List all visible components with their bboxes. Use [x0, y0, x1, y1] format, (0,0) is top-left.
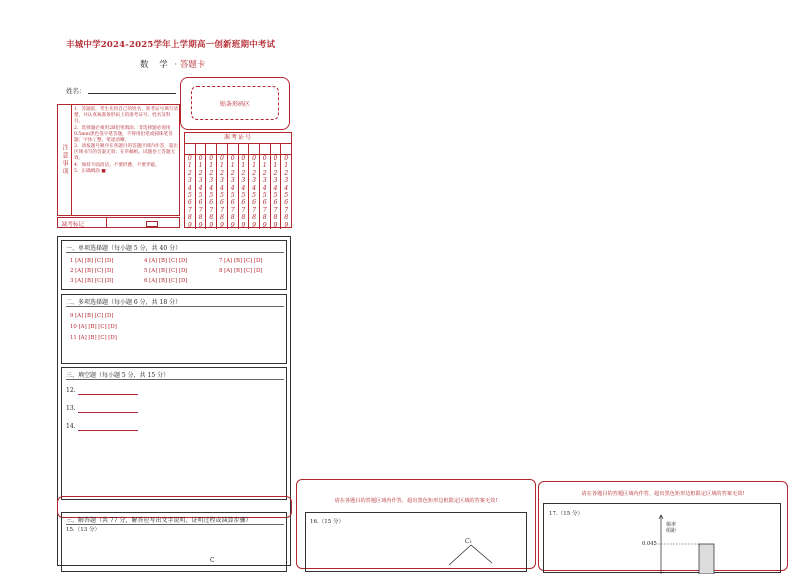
question-15-label: 15.（13 分）: [66, 527, 100, 533]
y-label-top: 频率: [666, 522, 677, 528]
admission-blank-cell[interactable]: [239, 144, 250, 154]
admission-digit-bubble[interactable]: 9: [187, 221, 192, 229]
admission-digit-bubble[interactable]: 8: [252, 214, 257, 222]
admission-digit-bubble[interactable]: 2: [209, 169, 214, 177]
fill-blank-section: [61, 367, 287, 500]
choice-row[interactable]: 3 [A] [B] [C] [D]: [70, 278, 114, 284]
fill-blank-line[interactable]: [78, 394, 138, 395]
fill-blank-number: 14.: [66, 423, 76, 430]
single-choice-title: 一、单项选择题（每小题 5 分，共 40 分）: [66, 243, 181, 252]
admission-digit-bubble[interactable]: 4: [198, 184, 203, 192]
admission-digit-bubble[interactable]: 6: [262, 199, 267, 207]
subtitle-dot: ·: [174, 60, 178, 70]
admission-digit-column: [249, 155, 260, 229]
admission-digit-bubble[interactable]: 9: [209, 221, 214, 229]
admission-digit-bubble[interactable]: 5: [273, 192, 278, 200]
question-16-panel: [296, 479, 536, 569]
histogram-diagram: [544, 504, 782, 574]
notice-item: 3．请按题号顺序在各题目的答题区域内作答，超出区域书写的答案无效；在草稿纸、试题卷上答题无效。: [74, 144, 178, 161]
admission-digit-bubble[interactable]: 8: [273, 214, 278, 222]
admission-digit-bubble[interactable]: 3: [230, 177, 235, 185]
admission-digit-bubble[interactable]: 2: [198, 169, 203, 177]
admission-digit-bubble[interactable]: 3: [273, 177, 278, 185]
solve-title: 三、解答题（共 77 分，解答应写出文字说明、证明过程或演算步骤）: [66, 515, 251, 524]
admission-digit-bubble[interactable]: 7: [241, 206, 246, 214]
admission-digit-bubble[interactable]: 4: [219, 184, 224, 192]
admission-digit-bubble[interactable]: 5: [198, 192, 203, 200]
notice-item: 1．答题前，考生先将自己的姓名、准考证号填写清楚，并认真核准条形码上的准考证号、姓名及科目。: [74, 107, 178, 124]
admission-digit-bubble[interactable]: 3: [262, 177, 267, 185]
admission-digit-column: [228, 155, 239, 229]
admission-digit-bubble[interactable]: 8: [284, 214, 289, 222]
choice-row[interactable]: 2 [A] [B] [C] [D]: [70, 268, 114, 274]
admission-digit-bubble[interactable]: 6: [252, 199, 257, 207]
admission-digit-bubble[interactable]: 8: [230, 214, 235, 222]
admission-digit-bubble[interactable]: 3: [219, 177, 224, 185]
admission-digit-bubble[interactable]: 7: [262, 206, 267, 214]
fill-blank-line[interactable]: [78, 412, 138, 413]
admission-digit-column: [196, 155, 207, 229]
admission-digit-bubble[interactable]: 2: [284, 169, 289, 177]
choice-row[interactable]: 4 [A] [B] [C] [D]: [144, 258, 188, 264]
admission-digit-bubble[interactable]: 6: [187, 199, 192, 207]
answer-area-note: 请在各题目的答题区域内作答，超出黑色矩形边框限定区域的答案无效!: [334, 498, 498, 504]
admission-digit-column: [185, 155, 196, 229]
question-16-label: 16.（15 分）: [310, 519, 344, 525]
admission-blank-cell[interactable]: [260, 144, 271, 154]
admission-digit-bubble[interactable]: 3: [209, 177, 214, 185]
admission-digit-bubble[interactable]: 8: [187, 214, 192, 222]
admission-digit-bubble[interactable]: 0: [187, 155, 192, 162]
question-16-answer-box[interactable]: [305, 512, 527, 572]
admission-digit-bubble[interactable]: 9: [273, 221, 278, 229]
missing-exam-divider: [106, 218, 107, 227]
point-c-label: C: [210, 557, 215, 564]
admission-digit-bubble[interactable]: 5: [209, 192, 214, 200]
admission-digit-bubble[interactable]: 9: [252, 221, 257, 229]
admission-digit-bubble[interactable]: 5: [262, 192, 267, 200]
admission-digit-bubble[interactable]: 0: [219, 155, 224, 162]
admission-digit-bubble[interactable]: 6: [284, 199, 289, 207]
admission-digit-bubble[interactable]: 3: [252, 177, 257, 185]
y-label-bottom: 组距: [666, 528, 677, 534]
choice-row[interactable]: 7 [A] [B] [C] [D]: [219, 258, 263, 264]
admission-blank-cell[interactable]: [185, 144, 196, 154]
fill-blank-line[interactable]: [78, 430, 138, 431]
question-17-panel: [538, 481, 788, 571]
admission-digit-bubble[interactable]: 5: [219, 192, 224, 200]
notice-item: 2．选择题必须用2B铅笔填涂；非选择题必须用0.5mm黑色签字笔答题，不得用铅笔或圆珠笔答题；字体工整、笔迹清晰。: [74, 125, 173, 143]
missing-exam-row: [57, 217, 180, 228]
admission-digit-bubble[interactable]: 6: [241, 199, 246, 207]
admission-digit-bubble[interactable]: 7: [230, 206, 235, 214]
admission-digit-bubble[interactable]: 0: [209, 155, 214, 162]
admission-digit-column: [217, 155, 228, 229]
admission-digit-bubble[interactable]: 2: [273, 169, 278, 177]
notice-side-label: 注意事项: [58, 105, 72, 215]
admission-digit-bubble[interactable]: 5: [230, 192, 235, 200]
admission-digit-bubble[interactable]: 6: [273, 199, 278, 207]
notice-item: 5．正确填涂 ■: [74, 169, 106, 174]
admission-blank-cell[interactable]: [196, 144, 207, 154]
admission-digit-bubble[interactable]: 1: [241, 162, 246, 170]
admission-digit-bubble[interactable]: 1: [230, 162, 235, 170]
notice-item: 4．保持卡面清洁，不要折叠、不要弄破。: [74, 162, 160, 168]
admission-digit-bubble[interactable]: 3: [284, 177, 289, 185]
admission-blank-cell[interactable]: [228, 144, 239, 154]
admission-digit-bubble[interactable]: 1: [284, 162, 289, 170]
exam-subtitle: [140, 58, 205, 70]
admission-digit-bubble[interactable]: 2: [230, 169, 235, 177]
admission-digit-bubble[interactable]: 8: [262, 214, 267, 222]
notice-box: [57, 104, 180, 216]
choice-row[interactable]: 11 [A] [B] [C] [D]: [70, 335, 117, 341]
admission-digit-bubble[interactable]: 0: [273, 155, 278, 162]
choice-row[interactable]: 9 [A] [B] [C] [D]: [70, 313, 114, 319]
subject-label: 数 学: [140, 60, 172, 70]
admission-digit-column: [260, 155, 271, 229]
admission-digit-bubble[interactable]: 9: [219, 221, 224, 229]
histogram-y-value: 0.045: [642, 541, 657, 547]
admission-digit-bubble[interactable]: 0: [252, 155, 257, 162]
admission-digit-bubble[interactable]: 3: [187, 177, 192, 185]
admission-blank-row: [185, 144, 291, 155]
choice-row[interactable]: 8 [A] [B] [C] [D]: [219, 268, 263, 274]
admission-digit-bubble[interactable]: 2: [262, 169, 267, 177]
admission-digit-bubble[interactable]: 2: [219, 169, 224, 177]
admission-digit-bubble[interactable]: 7: [219, 206, 224, 214]
admission-digit-bubble[interactable]: 4: [209, 184, 214, 192]
admission-digit-columns: [185, 155, 291, 229]
fill-blank-title: 三、填空题（每小题 5 分，共 15 分）: [66, 370, 169, 379]
admission-digit-bubble[interactable]: 5: [252, 192, 257, 200]
admission-digit-bubble[interactable]: 1: [187, 162, 192, 170]
admission-digit-bubble[interactable]: 6: [230, 199, 235, 207]
admission-digit-bubble[interactable]: 6: [219, 199, 224, 207]
admission-blank-cell[interactable]: [206, 144, 217, 154]
answer-card-label: 答题卡: [179, 60, 206, 70]
admission-digit-bubble[interactable]: 7: [252, 206, 257, 214]
admission-blank-cell[interactable]: [249, 144, 260, 154]
admission-digit-bubble[interactable]: 4: [284, 184, 289, 192]
admission-digit-bubble[interactable]: 9: [284, 221, 289, 229]
admission-digit-bubble[interactable]: 7: [187, 206, 192, 214]
missing-exam-checkbox[interactable]: [146, 221, 158, 227]
choice-row[interactable]: 10 [A] [B] [C] [D]: [70, 324, 117, 330]
exam-title: 丰城中学2024-2025学年上学期高一创新班期中考试: [66, 40, 276, 50]
name-label: 姓名：: [66, 87, 86, 95]
admission-digit-column: [281, 155, 291, 229]
admission-number-grid: [184, 132, 292, 228]
fill-blank-number: 12.: [66, 387, 76, 394]
admission-digit-bubble[interactable]: 5: [187, 192, 192, 200]
question-17-answer-box[interactable]: [543, 503, 781, 573]
admission-digit-column: [206, 155, 217, 229]
choice-row[interactable]: 6 [A] [B] [C] [D]: [144, 278, 188, 284]
admission-digit-bubble[interactable]: 8: [209, 214, 214, 222]
admission-digit-bubble[interactable]: 9: [198, 221, 203, 229]
admission-digit-bubble[interactable]: 2: [187, 169, 192, 177]
multi-choice-section: [61, 294, 287, 364]
admission-digit-bubble[interactable]: 8: [219, 214, 224, 222]
question-17-label: 17.（15 分）: [549, 511, 583, 517]
admission-digit-bubble[interactable]: 2: [241, 169, 246, 177]
admission-blank-cell[interactable]: [271, 144, 282, 154]
admission-digit-column: [239, 155, 250, 229]
admission-digit-bubble[interactable]: 4: [187, 184, 192, 192]
admission-digit-bubble[interactable]: 8: [198, 214, 203, 222]
admission-digit-bubble[interactable]: 0: [241, 155, 246, 162]
admission-digit-bubble[interactable]: 1: [252, 162, 257, 170]
choice-row[interactable]: 5 [A] [B] [C] [D]: [144, 268, 188, 274]
solve-section: [61, 512, 287, 572]
missing-exam-label: 缺考标记: [62, 221, 85, 228]
admission-digit-bubble[interactable]: 6: [198, 199, 203, 207]
admission-digit-bubble[interactable]: 0: [284, 155, 289, 162]
admission-digit-bubble[interactable]: 9: [241, 221, 246, 229]
admission-digit-bubble[interactable]: 3: [198, 177, 203, 185]
barcode-area: [180, 77, 290, 130]
admission-digit-bubble[interactable]: 7: [284, 206, 289, 214]
single-choice-section: [61, 240, 287, 290]
admission-digit-bubble[interactable]: 1: [273, 162, 278, 170]
admission-digit-bubble[interactable]: 2: [252, 169, 257, 177]
admission-digit-bubble[interactable]: 7: [198, 206, 203, 214]
admission-digit-bubble[interactable]: 4: [252, 184, 257, 192]
answer-area-note: 请在各题目的答题区域内作答，超出黑色矩形边框限定区域的答案无效!: [581, 491, 745, 497]
admission-digit-bubble[interactable]: 0: [230, 155, 235, 162]
name-field[interactable]: [88, 93, 176, 94]
admission-blank-cell[interactable]: [217, 144, 228, 154]
admission-digit-bubble[interactable]: 8: [241, 214, 246, 222]
admission-digit-column: [271, 155, 282, 229]
admission-digit-bubble[interactable]: 3: [241, 177, 246, 185]
admission-digit-bubble[interactable]: 5: [241, 192, 246, 200]
barcode-label: 贴条形码区: [191, 86, 279, 120]
admission-digit-bubble[interactable]: 4: [273, 184, 278, 192]
admission-digit-bubble[interactable]: 5: [284, 192, 289, 200]
admission-digit-bubble[interactable]: 9: [262, 221, 267, 229]
admission-digit-bubble[interactable]: 7: [209, 206, 214, 214]
multi-choice-title: 二、多项选择题（每小题 6 分，共 18 分）: [66, 297, 181, 306]
triangle-diagram: [306, 513, 528, 573]
admission-digit-bubble[interactable]: 1: [209, 162, 214, 170]
admission-digit-bubble[interactable]: 4: [262, 184, 267, 192]
admission-digit-bubble[interactable]: 1: [198, 162, 203, 170]
admission-digit-bubble[interactable]: 6: [209, 199, 214, 207]
choice-row[interactable]: 1 [A] [B] [C] [D]: [70, 258, 114, 264]
admission-digit-bubble[interactable]: 0: [262, 155, 267, 162]
admission-digit-bubble[interactable]: 7: [273, 206, 278, 214]
fill-blank-number: 13.: [66, 405, 76, 412]
admission-digit-bubble[interactable]: 1: [219, 162, 224, 170]
notice-text: [74, 107, 178, 176]
admission-digit-bubble[interactable]: 4: [230, 184, 235, 192]
admission-digit-bubble[interactable]: 1: [262, 162, 267, 170]
admission-blank-cell[interactable]: [281, 144, 291, 154]
admission-digit-bubble[interactable]: 0: [198, 155, 203, 162]
admission-number-label: 准考证号: [185, 133, 291, 144]
point-c1-label: C₁: [465, 538, 472, 545]
admission-digit-bubble[interactable]: 9: [230, 221, 235, 229]
admission-digit-bubble[interactable]: 4: [241, 184, 246, 192]
